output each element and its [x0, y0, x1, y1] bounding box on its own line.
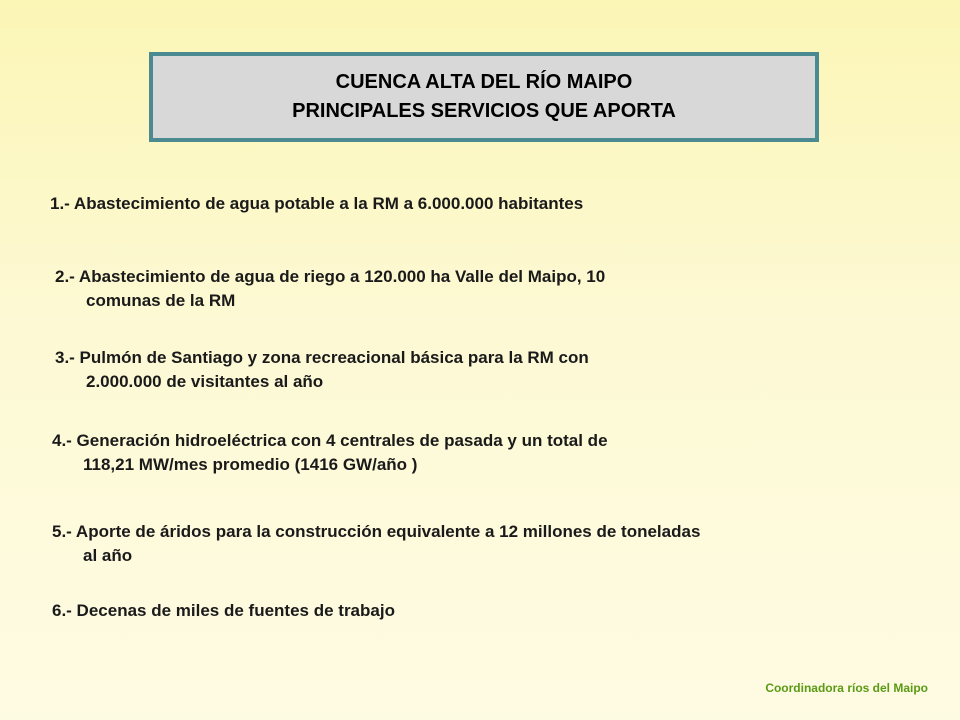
list-item-2: [55, 265, 605, 313]
title-line-1: CUENCA ALTA DEL RÍO MAIPO: [335, 71, 633, 93]
list-item-4: [52, 429, 608, 477]
list-item-1-line-1: 1.- Abastecimiento de agua potable a la RM a 6.000.000 habitantes: [50, 194, 584, 213]
list-item-5: [52, 520, 700, 568]
list-item-6: [52, 599, 395, 623]
list-item-3-line-1: 3.- Pulmón de Santiago y zona recreacional básica para la RM con: [55, 348, 589, 367]
list-item-3-line-2: 2.000.000 de visitantes al año: [86, 372, 324, 391]
footer-credit: Coordinadora ríos del Maipo: [765, 681, 928, 695]
title-box: [149, 52, 819, 142]
list-item-5-line-1: 5.- Aporte de áridos para la construcción equivalente a 12 millones de toneladas: [52, 522, 701, 541]
list-item-5-line-2: al año: [83, 546, 133, 565]
list-item-1: [50, 192, 583, 216]
list-item-4-line-1: 4.- Generación hidroeléctrica con 4 centrales de pasada y un total de: [52, 431, 608, 450]
list-item-2-line-2: comunas de la RM: [86, 291, 236, 310]
list-item-3: [55, 346, 589, 394]
list-item-2-line-1: 2.- Abastecimiento de agua de riego a 120.000 ha Valle del Maipo, 10: [55, 267, 606, 286]
list-item-4-line-2: 118,21 MW/mes promedio (1416 GW/año ): [83, 455, 418, 474]
title-line-2: PRINCIPALES SERVICIOS QUE APORTA: [292, 100, 676, 122]
list-item-6-line-1: 6.- Decenas de miles de fuentes de trabajo: [52, 601, 395, 620]
